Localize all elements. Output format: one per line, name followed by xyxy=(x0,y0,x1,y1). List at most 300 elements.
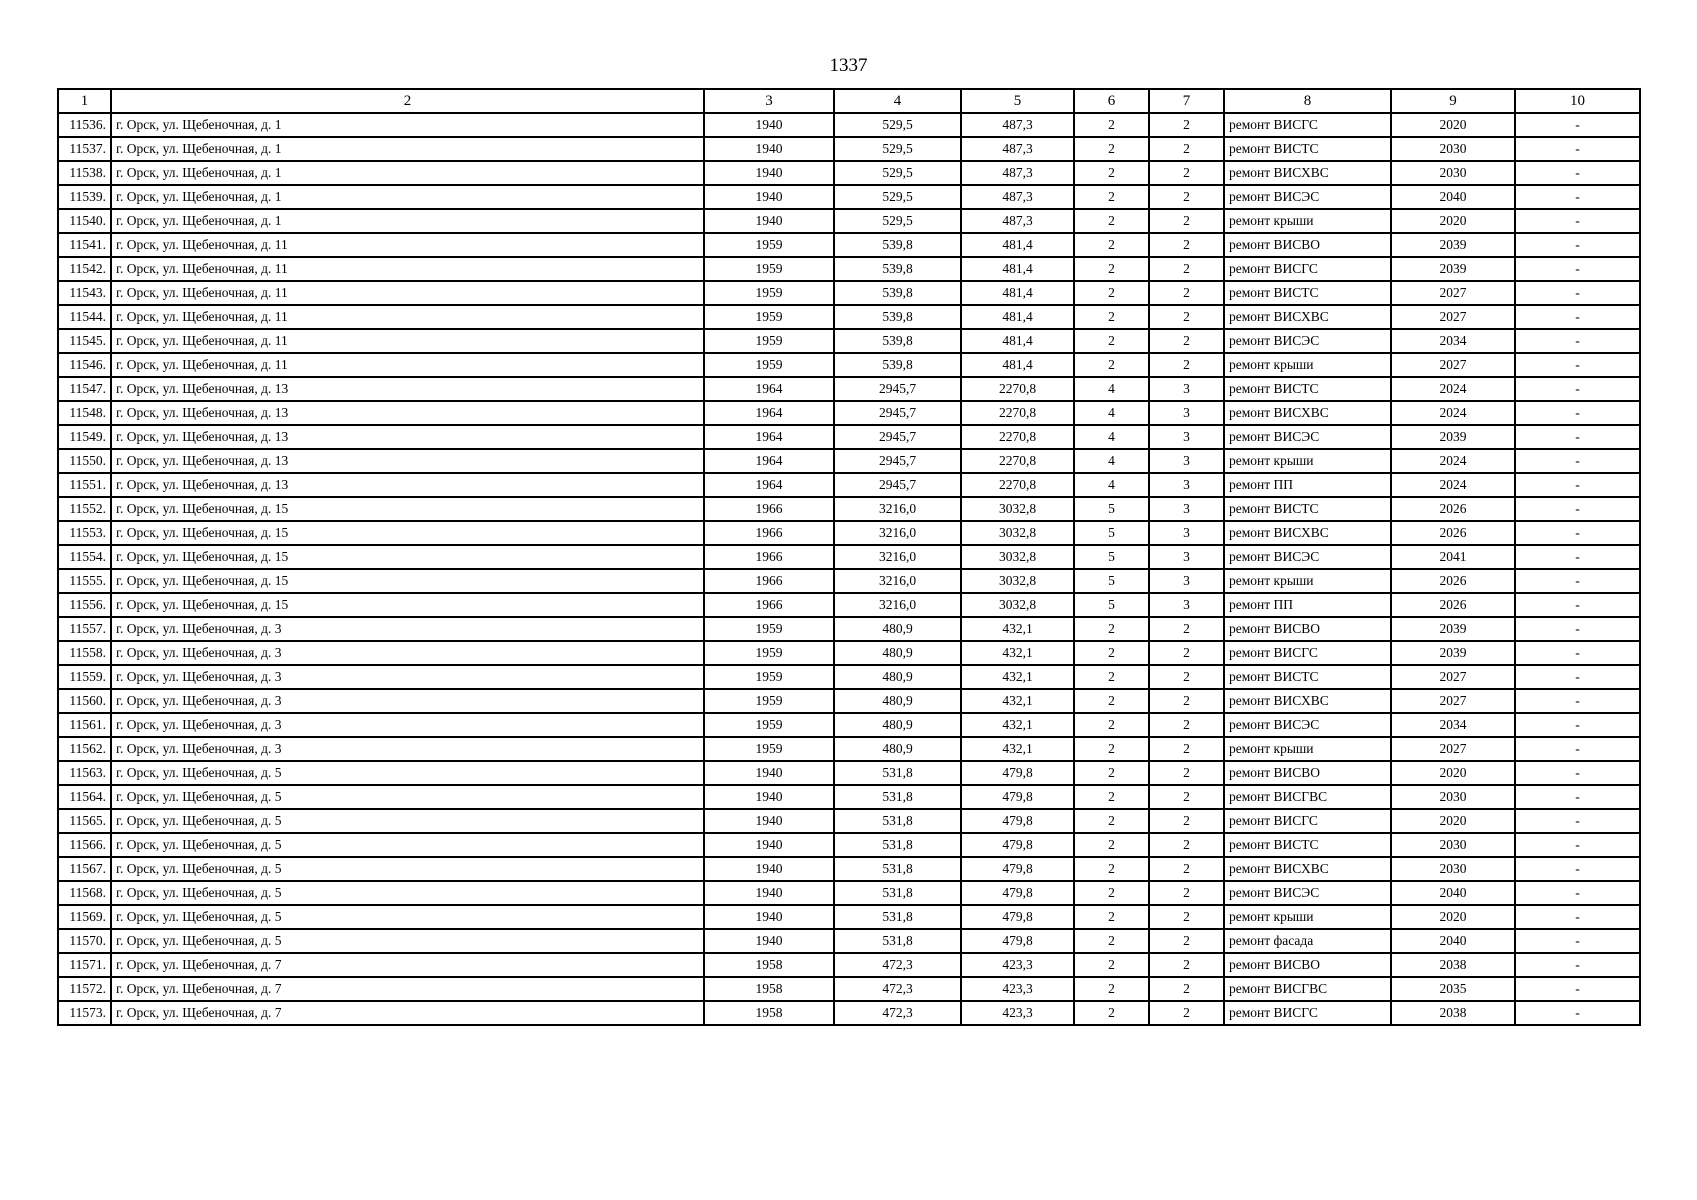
cell-total-area: 2945,7 xyxy=(834,473,961,497)
table-row xyxy=(58,857,1640,881)
cell-floors: 2 xyxy=(1074,329,1149,353)
table-row xyxy=(58,161,1640,185)
cell-address: г. Орск, ул. Щебеночная, д. 1 xyxy=(111,161,704,185)
cell-record-number: 11541. xyxy=(58,233,111,257)
table-row xyxy=(58,953,1640,977)
cell-record-number: 11553. xyxy=(58,521,111,545)
table-row xyxy=(58,113,1640,137)
cell-entrances: 2 xyxy=(1149,689,1224,713)
cell-address: г. Орск, ул. Щебеночная, д. 13 xyxy=(111,401,704,425)
cell-floors: 2 xyxy=(1074,929,1149,953)
cell-year-built: 1940 xyxy=(704,113,834,137)
cell-floors: 2 xyxy=(1074,161,1149,185)
column-header-10: 10 xyxy=(1515,89,1640,113)
cell-floors: 5 xyxy=(1074,569,1149,593)
cell-total-area: 539,8 xyxy=(834,233,961,257)
cell-work-type: ремонт ПП xyxy=(1224,593,1391,617)
cell-planned-year: 2035 xyxy=(1391,977,1515,1001)
cell-planned-year: 2027 xyxy=(1391,737,1515,761)
table-row xyxy=(58,257,1640,281)
cell-planned-year: 2039 xyxy=(1391,257,1515,281)
column-header-3: 3 xyxy=(704,89,834,113)
cell-floors: 2 xyxy=(1074,857,1149,881)
cell-total-area: 539,8 xyxy=(834,257,961,281)
column-header-7: 7 xyxy=(1149,89,1224,113)
cell-entrances: 2 xyxy=(1149,953,1224,977)
cell-record-number: 11561. xyxy=(58,713,111,737)
table-row xyxy=(58,785,1640,809)
cell-work-type: ремонт ВИСЭС xyxy=(1224,881,1391,905)
cell-address: г. Орск, ул. Щебеночная, д. 3 xyxy=(111,689,704,713)
cell-entrances: 2 xyxy=(1149,257,1224,281)
cell-planned-year: 2024 xyxy=(1391,401,1515,425)
table-row xyxy=(58,521,1640,545)
cell-record-number: 11538. xyxy=(58,161,111,185)
cell-address: г. Орск, ул. Щебеночная, д. 13 xyxy=(111,377,704,401)
cell-column-10: - xyxy=(1515,833,1640,857)
cell-address: г. Орск, ул. Щебеночная, д. 1 xyxy=(111,185,704,209)
cell-record-number: 11569. xyxy=(58,905,111,929)
cell-column-10: - xyxy=(1515,185,1640,209)
cell-planned-year: 2020 xyxy=(1391,113,1515,137)
cell-address: г. Орск, ул. Щебеночная, д. 5 xyxy=(111,905,704,929)
cell-entrances: 2 xyxy=(1149,737,1224,761)
cell-floors: 2 xyxy=(1074,353,1149,377)
cell-column-10: - xyxy=(1515,713,1640,737)
cell-column-10: - xyxy=(1515,737,1640,761)
cell-year-built: 1940 xyxy=(704,137,834,161)
cell-address: г. Орск, ул. Щебеночная, д. 3 xyxy=(111,737,704,761)
cell-column-10: - xyxy=(1515,641,1640,665)
cell-planned-year: 2027 xyxy=(1391,353,1515,377)
cell-floors: 2 xyxy=(1074,977,1149,1001)
cell-address: г. Орск, ул. Щебеночная, д. 11 xyxy=(111,257,704,281)
column-header-5: 5 xyxy=(961,89,1074,113)
cell-total-area: 539,8 xyxy=(834,353,961,377)
cell-entrances: 2 xyxy=(1149,305,1224,329)
cell-column-10: - xyxy=(1515,305,1640,329)
cell-year-built: 1940 xyxy=(704,833,834,857)
cell-planned-year: 2040 xyxy=(1391,881,1515,905)
cell-total-area: 472,3 xyxy=(834,953,961,977)
table-row xyxy=(58,569,1640,593)
cell-planned-year: 2030 xyxy=(1391,857,1515,881)
cell-work-type: ремонт ВИСЭС xyxy=(1224,185,1391,209)
cell-year-built: 1964 xyxy=(704,449,834,473)
cell-planned-year: 2030 xyxy=(1391,785,1515,809)
cell-year-built: 1940 xyxy=(704,857,834,881)
cell-planned-year: 2030 xyxy=(1391,137,1515,161)
table-header xyxy=(58,89,1640,113)
table-row xyxy=(58,689,1640,713)
cell-column-10: - xyxy=(1515,857,1640,881)
cell-floors: 2 xyxy=(1074,137,1149,161)
cell-work-type: ремонт фасада xyxy=(1224,929,1391,953)
cell-living-area: 487,3 xyxy=(961,185,1074,209)
cell-entrances: 2 xyxy=(1149,209,1224,233)
cell-column-10: - xyxy=(1515,113,1640,137)
cell-column-10: - xyxy=(1515,689,1640,713)
cell-entrances: 2 xyxy=(1149,977,1224,1001)
cell-floors: 2 xyxy=(1074,689,1149,713)
table-row xyxy=(58,281,1640,305)
cell-record-number: 11548. xyxy=(58,401,111,425)
cell-column-10: - xyxy=(1515,905,1640,929)
cell-year-built: 1959 xyxy=(704,641,834,665)
cell-record-number: 11556. xyxy=(58,593,111,617)
cell-total-area: 2945,7 xyxy=(834,377,961,401)
column-header-6: 6 xyxy=(1074,89,1149,113)
cell-entrances: 2 xyxy=(1149,785,1224,809)
cell-address: г. Орск, ул. Щебеночная, д. 5 xyxy=(111,809,704,833)
cell-entrances: 2 xyxy=(1149,905,1224,929)
table-row xyxy=(58,377,1640,401)
cell-planned-year: 2030 xyxy=(1391,833,1515,857)
cell-record-number: 11559. xyxy=(58,665,111,689)
cell-record-number: 11558. xyxy=(58,641,111,665)
cell-record-number: 11567. xyxy=(58,857,111,881)
cell-year-built: 1940 xyxy=(704,905,834,929)
cell-entrances: 2 xyxy=(1149,185,1224,209)
cell-total-area: 531,8 xyxy=(834,929,961,953)
cell-year-built: 1959 xyxy=(704,257,834,281)
cell-living-area: 423,3 xyxy=(961,977,1074,1001)
cell-record-number: 11560. xyxy=(58,689,111,713)
cell-living-area: 432,1 xyxy=(961,617,1074,641)
cell-living-area: 2270,8 xyxy=(961,473,1074,497)
cell-total-area: 529,5 xyxy=(834,137,961,161)
cell-work-type: ремонт ВИСХВС xyxy=(1224,689,1391,713)
cell-living-area: 487,3 xyxy=(961,113,1074,137)
cell-living-area: 3032,8 xyxy=(961,593,1074,617)
cell-column-10: - xyxy=(1515,761,1640,785)
table-row xyxy=(58,497,1640,521)
cell-total-area: 480,9 xyxy=(834,689,961,713)
cell-planned-year: 2030 xyxy=(1391,161,1515,185)
cell-column-10: - xyxy=(1515,953,1640,977)
cell-record-number: 11544. xyxy=(58,305,111,329)
cell-address: г. Орск, ул. Щебеночная, д. 1 xyxy=(111,113,704,137)
cell-entrances: 3 xyxy=(1149,593,1224,617)
cell-column-10: - xyxy=(1515,401,1640,425)
cell-planned-year: 2020 xyxy=(1391,905,1515,929)
cell-floors: 2 xyxy=(1074,833,1149,857)
cell-living-area: 487,3 xyxy=(961,161,1074,185)
column-header-4: 4 xyxy=(834,89,961,113)
cell-planned-year: 2039 xyxy=(1391,233,1515,257)
page-number: 1337 xyxy=(829,55,868,76)
cell-total-area: 2945,7 xyxy=(834,449,961,473)
cell-column-10: - xyxy=(1515,809,1640,833)
cell-entrances: 3 xyxy=(1149,473,1224,497)
cell-year-built: 1958 xyxy=(704,977,834,1001)
cell-address: г. Орск, ул. Щебеночная, д. 13 xyxy=(111,473,704,497)
cell-address: г. Орск, ул. Щебеночная, д. 3 xyxy=(111,713,704,737)
cell-year-built: 1959 xyxy=(704,281,834,305)
cell-year-built: 1958 xyxy=(704,953,834,977)
cell-living-area: 423,3 xyxy=(961,1001,1074,1025)
cell-living-area: 3032,8 xyxy=(961,545,1074,569)
cell-total-area: 2945,7 xyxy=(834,401,961,425)
cell-work-type: ремонт ВИСЭС xyxy=(1224,713,1391,737)
cell-living-area: 2270,8 xyxy=(961,401,1074,425)
table-row xyxy=(58,665,1640,689)
table-row xyxy=(58,809,1640,833)
cell-year-built: 1964 xyxy=(704,473,834,497)
cell-planned-year: 2034 xyxy=(1391,713,1515,737)
cell-floors: 2 xyxy=(1074,617,1149,641)
cell-total-area: 3216,0 xyxy=(834,569,961,593)
cell-address: г. Орск, ул. Щебеночная, д. 7 xyxy=(111,977,704,1001)
cell-record-number: 11545. xyxy=(58,329,111,353)
cell-work-type: ремонт ВИСТС xyxy=(1224,281,1391,305)
cell-column-10: - xyxy=(1515,425,1640,449)
cell-living-area: 432,1 xyxy=(961,737,1074,761)
cell-record-number: 11555. xyxy=(58,569,111,593)
table-body xyxy=(58,113,1640,1025)
table-row xyxy=(58,473,1640,497)
cell-floors: 4 xyxy=(1074,377,1149,401)
cell-floors: 2 xyxy=(1074,953,1149,977)
cell-column-10: - xyxy=(1515,257,1640,281)
cell-year-built: 1940 xyxy=(704,929,834,953)
cell-planned-year: 2027 xyxy=(1391,305,1515,329)
cell-planned-year: 2039 xyxy=(1391,425,1515,449)
cell-living-area: 479,8 xyxy=(961,833,1074,857)
cell-record-number: 11563. xyxy=(58,761,111,785)
cell-work-type: ремонт крыши xyxy=(1224,737,1391,761)
cell-work-type: ремонт ВИСГС xyxy=(1224,113,1391,137)
cell-column-10: - xyxy=(1515,377,1640,401)
cell-address: г. Орск, ул. Щебеночная, д. 11 xyxy=(111,305,704,329)
cell-living-area: 481,4 xyxy=(961,257,1074,281)
cell-planned-year: 2024 xyxy=(1391,473,1515,497)
cell-record-number: 11542. xyxy=(58,257,111,281)
cell-year-built: 1966 xyxy=(704,569,834,593)
cell-record-number: 11550. xyxy=(58,449,111,473)
cell-living-area: 479,8 xyxy=(961,881,1074,905)
cell-living-area: 481,4 xyxy=(961,353,1074,377)
cell-address: г. Орск, ул. Щебеночная, д. 5 xyxy=(111,785,704,809)
cell-planned-year: 2027 xyxy=(1391,665,1515,689)
cell-column-10: - xyxy=(1515,161,1640,185)
cell-living-area: 432,1 xyxy=(961,641,1074,665)
cell-address: г. Орск, ул. Щебеночная, д. 1 xyxy=(111,137,704,161)
cell-floors: 4 xyxy=(1074,401,1149,425)
cell-record-number: 11547. xyxy=(58,377,111,401)
cell-total-area: 472,3 xyxy=(834,977,961,1001)
cell-record-number: 11568. xyxy=(58,881,111,905)
cell-floors: 2 xyxy=(1074,1001,1149,1025)
cell-floors: 2 xyxy=(1074,665,1149,689)
cell-planned-year: 2020 xyxy=(1391,761,1515,785)
cell-entrances: 2 xyxy=(1149,329,1224,353)
column-header-8: 8 xyxy=(1224,89,1391,113)
cell-work-type: ремонт ВИСХВС xyxy=(1224,401,1391,425)
cell-year-built: 1959 xyxy=(704,617,834,641)
cell-year-built: 1959 xyxy=(704,305,834,329)
cell-year-built: 1958 xyxy=(704,1001,834,1025)
cell-living-area: 487,3 xyxy=(961,137,1074,161)
table-row xyxy=(58,617,1640,641)
cell-living-area: 481,4 xyxy=(961,281,1074,305)
cell-floors: 2 xyxy=(1074,737,1149,761)
cell-entrances: 3 xyxy=(1149,401,1224,425)
cell-work-type: ремонт ВИСГВС xyxy=(1224,785,1391,809)
table-row xyxy=(58,905,1640,929)
cell-floors: 4 xyxy=(1074,425,1149,449)
table-row xyxy=(58,881,1640,905)
cell-work-type: ремонт ВИСГВС xyxy=(1224,977,1391,1001)
cell-living-area: 2270,8 xyxy=(961,377,1074,401)
cell-planned-year: 2034 xyxy=(1391,329,1515,353)
table-row xyxy=(58,233,1640,257)
cell-living-area: 479,8 xyxy=(961,929,1074,953)
table-row xyxy=(58,329,1640,353)
cell-year-built: 1959 xyxy=(704,233,834,257)
column-header-2: 2 xyxy=(111,89,704,113)
repair-register-table xyxy=(57,88,1641,1026)
cell-work-type: ремонт крыши xyxy=(1224,569,1391,593)
table-row xyxy=(58,713,1640,737)
cell-planned-year: 2024 xyxy=(1391,449,1515,473)
cell-floors: 2 xyxy=(1074,905,1149,929)
cell-work-type: ремонт ВИСВО xyxy=(1224,233,1391,257)
cell-planned-year: 2027 xyxy=(1391,689,1515,713)
cell-total-area: 3216,0 xyxy=(834,545,961,569)
cell-living-area: 479,8 xyxy=(961,905,1074,929)
cell-year-built: 1940 xyxy=(704,161,834,185)
cell-entrances: 2 xyxy=(1149,1001,1224,1025)
cell-address: г. Орск, ул. Щебеночная, д. 13 xyxy=(111,449,704,473)
cell-address: г. Орск, ул. Щебеночная, д. 5 xyxy=(111,857,704,881)
cell-floors: 2 xyxy=(1074,113,1149,137)
cell-year-built: 1940 xyxy=(704,809,834,833)
cell-total-area: 531,8 xyxy=(834,857,961,881)
cell-column-10: - xyxy=(1515,545,1640,569)
cell-column-10: - xyxy=(1515,209,1640,233)
cell-record-number: 11562. xyxy=(58,737,111,761)
column-header-9: 9 xyxy=(1391,89,1515,113)
table-row xyxy=(58,545,1640,569)
cell-floors: 2 xyxy=(1074,881,1149,905)
cell-living-area: 487,3 xyxy=(961,209,1074,233)
cell-year-built: 1966 xyxy=(704,545,834,569)
cell-total-area: 531,8 xyxy=(834,833,961,857)
cell-record-number: 11552. xyxy=(58,497,111,521)
cell-record-number: 11572. xyxy=(58,977,111,1001)
table-row xyxy=(58,305,1640,329)
table-row xyxy=(58,737,1640,761)
cell-living-area: 479,8 xyxy=(961,761,1074,785)
table-row xyxy=(58,977,1640,1001)
cell-total-area: 529,5 xyxy=(834,209,961,233)
cell-work-type: ремонт ВИСЭС xyxy=(1224,329,1391,353)
cell-column-10: - xyxy=(1515,977,1640,1001)
cell-work-type: ремонт крыши xyxy=(1224,449,1391,473)
cell-work-type: ремонт ВИСХВС xyxy=(1224,161,1391,185)
cell-address: г. Орск, ул. Щебеночная, д. 15 xyxy=(111,545,704,569)
cell-entrances: 2 xyxy=(1149,641,1224,665)
cell-entrances: 3 xyxy=(1149,497,1224,521)
cell-column-10: - xyxy=(1515,281,1640,305)
cell-entrances: 2 xyxy=(1149,353,1224,377)
cell-record-number: 11539. xyxy=(58,185,111,209)
cell-column-10: - xyxy=(1515,497,1640,521)
cell-living-area: 2270,8 xyxy=(961,425,1074,449)
cell-total-area: 480,9 xyxy=(834,737,961,761)
cell-work-type: ремонт ВИСХВС xyxy=(1224,305,1391,329)
cell-total-area: 3216,0 xyxy=(834,497,961,521)
table-row xyxy=(58,449,1640,473)
cell-planned-year: 2020 xyxy=(1391,209,1515,233)
cell-entrances: 3 xyxy=(1149,521,1224,545)
table-row xyxy=(58,185,1640,209)
cell-column-10: - xyxy=(1515,665,1640,689)
cell-record-number: 11570. xyxy=(58,929,111,953)
cell-address: г. Орск, ул. Щебеночная, д. 1 xyxy=(111,209,704,233)
cell-work-type: ремонт ВИСТС xyxy=(1224,833,1391,857)
cell-entrances: 2 xyxy=(1149,137,1224,161)
cell-column-10: - xyxy=(1515,593,1640,617)
cell-work-type: ремонт крыши xyxy=(1224,353,1391,377)
cell-address: г. Орск, ул. Щебеночная, д. 5 xyxy=(111,929,704,953)
cell-work-type: ремонт ПП xyxy=(1224,473,1391,497)
cell-column-10: - xyxy=(1515,449,1640,473)
cell-entrances: 3 xyxy=(1149,569,1224,593)
cell-planned-year: 2020 xyxy=(1391,809,1515,833)
cell-entrances: 2 xyxy=(1149,881,1224,905)
cell-entrances: 2 xyxy=(1149,857,1224,881)
cell-record-number: 11537. xyxy=(58,137,111,161)
cell-work-type: ремонт ВИСТС xyxy=(1224,137,1391,161)
cell-total-area: 529,5 xyxy=(834,113,961,137)
cell-record-number: 11543. xyxy=(58,281,111,305)
table-row xyxy=(58,929,1640,953)
cell-floors: 2 xyxy=(1074,785,1149,809)
cell-total-area: 529,5 xyxy=(834,185,961,209)
cell-floors: 2 xyxy=(1074,305,1149,329)
cell-year-built: 1966 xyxy=(704,497,834,521)
cell-living-area: 3032,8 xyxy=(961,521,1074,545)
cell-living-area: 479,8 xyxy=(961,785,1074,809)
cell-entrances: 2 xyxy=(1149,281,1224,305)
cell-floors: 2 xyxy=(1074,281,1149,305)
cell-total-area: 531,8 xyxy=(834,881,961,905)
cell-living-area: 3032,8 xyxy=(961,497,1074,521)
cell-year-built: 1940 xyxy=(704,185,834,209)
cell-living-area: 2270,8 xyxy=(961,449,1074,473)
table-row xyxy=(58,641,1640,665)
cell-record-number: 11536. xyxy=(58,113,111,137)
cell-year-built: 1959 xyxy=(704,329,834,353)
cell-address: г. Орск, ул. Щебеночная, д. 3 xyxy=(111,617,704,641)
table-row xyxy=(58,401,1640,425)
cell-planned-year: 2026 xyxy=(1391,593,1515,617)
cell-year-built: 1964 xyxy=(704,377,834,401)
cell-floors: 2 xyxy=(1074,641,1149,665)
cell-living-area: 432,1 xyxy=(961,665,1074,689)
cell-floors: 4 xyxy=(1074,473,1149,497)
cell-floors: 2 xyxy=(1074,233,1149,257)
cell-year-built: 1964 xyxy=(704,401,834,425)
cell-living-area: 481,4 xyxy=(961,233,1074,257)
cell-record-number: 11549. xyxy=(58,425,111,449)
cell-address: г. Орск, ул. Щебеночная, д. 11 xyxy=(111,353,704,377)
cell-work-type: ремонт ВИСТС xyxy=(1224,497,1391,521)
cell-floors: 2 xyxy=(1074,809,1149,833)
cell-work-type: ремонт ВИСТС xyxy=(1224,377,1391,401)
